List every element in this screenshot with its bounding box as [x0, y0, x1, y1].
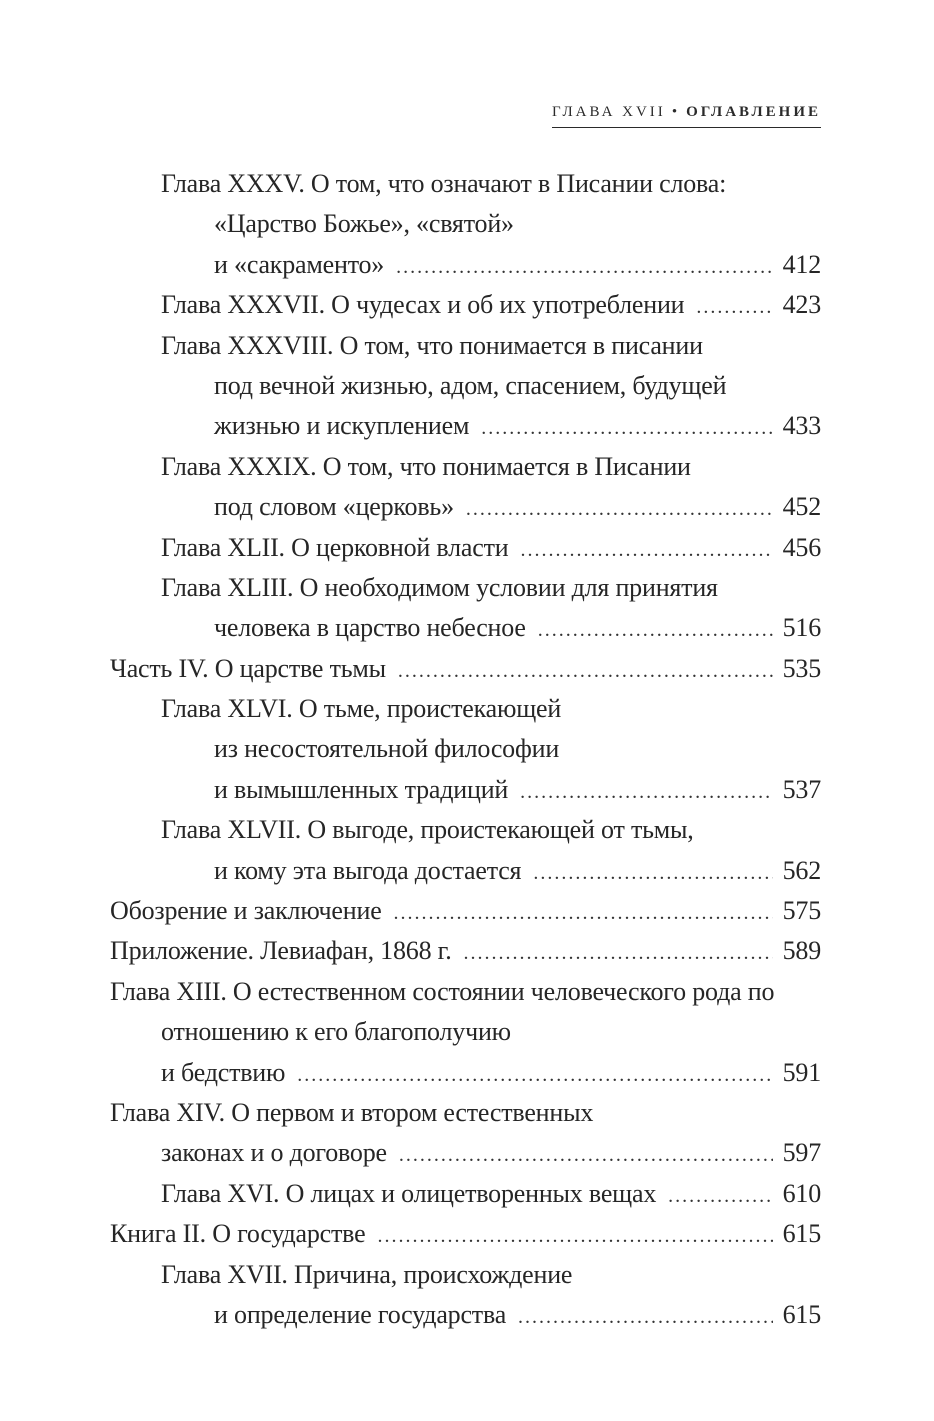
toc-entry — [110, 1012, 821, 1052]
toc-entry-page: 535 — [782, 653, 821, 683]
toc-entry — [110, 1255, 821, 1295]
toc-entry-page: 516 — [782, 613, 821, 643]
toc-entry-page: 433 — [782, 411, 821, 441]
toc-entry-title: Глава XLVII. О выгоде, проистекающей от тьмы, — [161, 815, 694, 845]
toc-entry-title: Глава XXXVII. О чудесах и об их употреблении — [161, 290, 685, 320]
toc-entry-page: 610 — [782, 1178, 821, 1208]
toc-entry — [110, 245, 821, 285]
toc-entry-page: 591 — [782, 1057, 821, 1087]
toc-entry — [110, 931, 821, 971]
toc-entry — [110, 164, 821, 204]
toc-entry-title: Обозрение и заключение — [110, 896, 382, 926]
toc-entry — [110, 729, 821, 769]
dot-leader — [297, 1055, 772, 1095]
toc-entry-title: Глава XVII. Причина, происхождение — [161, 1259, 573, 1289]
toc-entry — [110, 204, 821, 244]
toc-entry — [110, 1295, 821, 1335]
toc-entry — [110, 1174, 821, 1214]
dot-leader — [520, 530, 772, 570]
toc-entry — [110, 972, 821, 1012]
toc-entry-page: 575 — [782, 896, 821, 926]
toc-entry-page: 597 — [782, 1138, 821, 1168]
toc-entry-page: 412 — [782, 249, 821, 279]
toc-entry — [110, 851, 821, 891]
dot-leader — [696, 287, 772, 327]
running-head-chapter: ГЛАВА XVII — [551, 104, 666, 120]
dot-leader — [518, 1297, 773, 1337]
toc-entry-page: 452 — [782, 492, 821, 522]
toc-entry-title: Глава XLII. О церковной власти — [161, 532, 509, 562]
toc-entry-title: жизнью и искуплением — [214, 411, 470, 441]
toc-entry-title: и определение государства — [214, 1299, 507, 1329]
toc-entry-title: Книга II. О государстве — [110, 1219, 366, 1249]
toc-entry-page: 456 — [782, 532, 821, 562]
toc-entry-page: 615 — [782, 1219, 821, 1249]
toc-entry — [110, 285, 821, 325]
toc-entry-title: законах и о договоре — [161, 1138, 387, 1168]
dot-leader — [399, 1135, 773, 1175]
toc-entry — [110, 1053, 821, 1093]
dot-leader — [533, 853, 772, 893]
toc-entry — [110, 528, 821, 568]
toc-entry-page: 423 — [782, 290, 821, 320]
toc-entry — [110, 1214, 821, 1254]
toc-entry-title: под словом «церковь» — [214, 492, 454, 522]
toc-entry-title: и вымышленных традиций — [214, 774, 509, 804]
dot-leader — [668, 1176, 772, 1216]
toc-entry — [110, 810, 821, 850]
toc-entry-title: и бедствию — [161, 1057, 286, 1087]
toc-entry-page: 562 — [782, 855, 821, 885]
toc-entry-title: Глава XLIII. О необходимом условии для принятия — [161, 572, 718, 602]
table-of-contents — [110, 164, 821, 1335]
dot-leader — [377, 1216, 772, 1256]
toc-entry — [110, 649, 821, 689]
toc-entry — [110, 326, 821, 366]
toc-entry — [110, 366, 821, 406]
dot-leader — [398, 651, 773, 691]
dot-leader — [466, 489, 773, 529]
dot-leader — [538, 610, 773, 650]
toc-entry — [110, 447, 821, 487]
toc-entry — [110, 689, 821, 729]
toc-entry-page: 615 — [782, 1299, 821, 1329]
toc-entry-title: Глава XLVI. О тьме, проистекающей — [161, 694, 562, 724]
toc-entry-page: 589 — [782, 936, 821, 966]
dot-leader — [396, 247, 772, 287]
toc-entry — [110, 1133, 821, 1173]
toc-entry-title: и кому эта выгода достается — [214, 855, 522, 885]
toc-entry — [110, 406, 821, 446]
toc-entry-title: «Царство Божье», «святой» — [214, 209, 514, 239]
toc-entry-page: 537 — [782, 774, 821, 804]
toc-entry — [110, 1093, 821, 1133]
dot-leader — [394, 893, 773, 933]
toc-entry-title: и «сакраменто» — [214, 249, 385, 279]
dot-leader — [464, 933, 773, 973]
dot-leader — [481, 408, 772, 448]
toc-entry — [110, 608, 821, 648]
toc-entry — [110, 568, 821, 608]
dot-leader — [520, 772, 772, 812]
toc-entry-title: Глава XXXIX. О том, что понимается в Писании — [161, 451, 691, 481]
running-head-bullet: • — [671, 104, 681, 120]
toc-entry-title: Приложение. Левиафан, 1868 г. — [110, 936, 452, 966]
toc-entry-title: Глава XXXVIII. О том, что понимается в писании — [161, 330, 703, 360]
toc-entry-title: под вечной жизнью, адом, спасением, будущей — [214, 370, 727, 400]
toc-entry — [110, 891, 821, 931]
toc-entry-title: из несостоятельной философии — [214, 734, 560, 764]
toc-entry-title: отношению к его благополучию — [161, 1017, 511, 1047]
toc-entry — [110, 770, 821, 810]
toc-entry — [110, 487, 821, 527]
toc-entry-title: Часть IV. О царстве тьмы — [110, 653, 386, 683]
running-head-section: ОГЛАВЛЕНИЕ — [686, 104, 821, 120]
toc-entry-title: Глава XVI. О лицах и олицетворенных вещах — [161, 1178, 657, 1208]
toc-entry-title: Глава XXXV. О том, что означают в Писании слова: — [161, 169, 727, 198]
toc-entry-title: Глава XIII. О естественном состоянии человеческого рода по — [110, 976, 775, 1006]
toc-entry-title: человека в царство небесное — [214, 613, 526, 643]
toc-entry-title: Глава XIV. О первом и втором естественных — [110, 1097, 594, 1127]
running-head — [552, 104, 821, 128]
